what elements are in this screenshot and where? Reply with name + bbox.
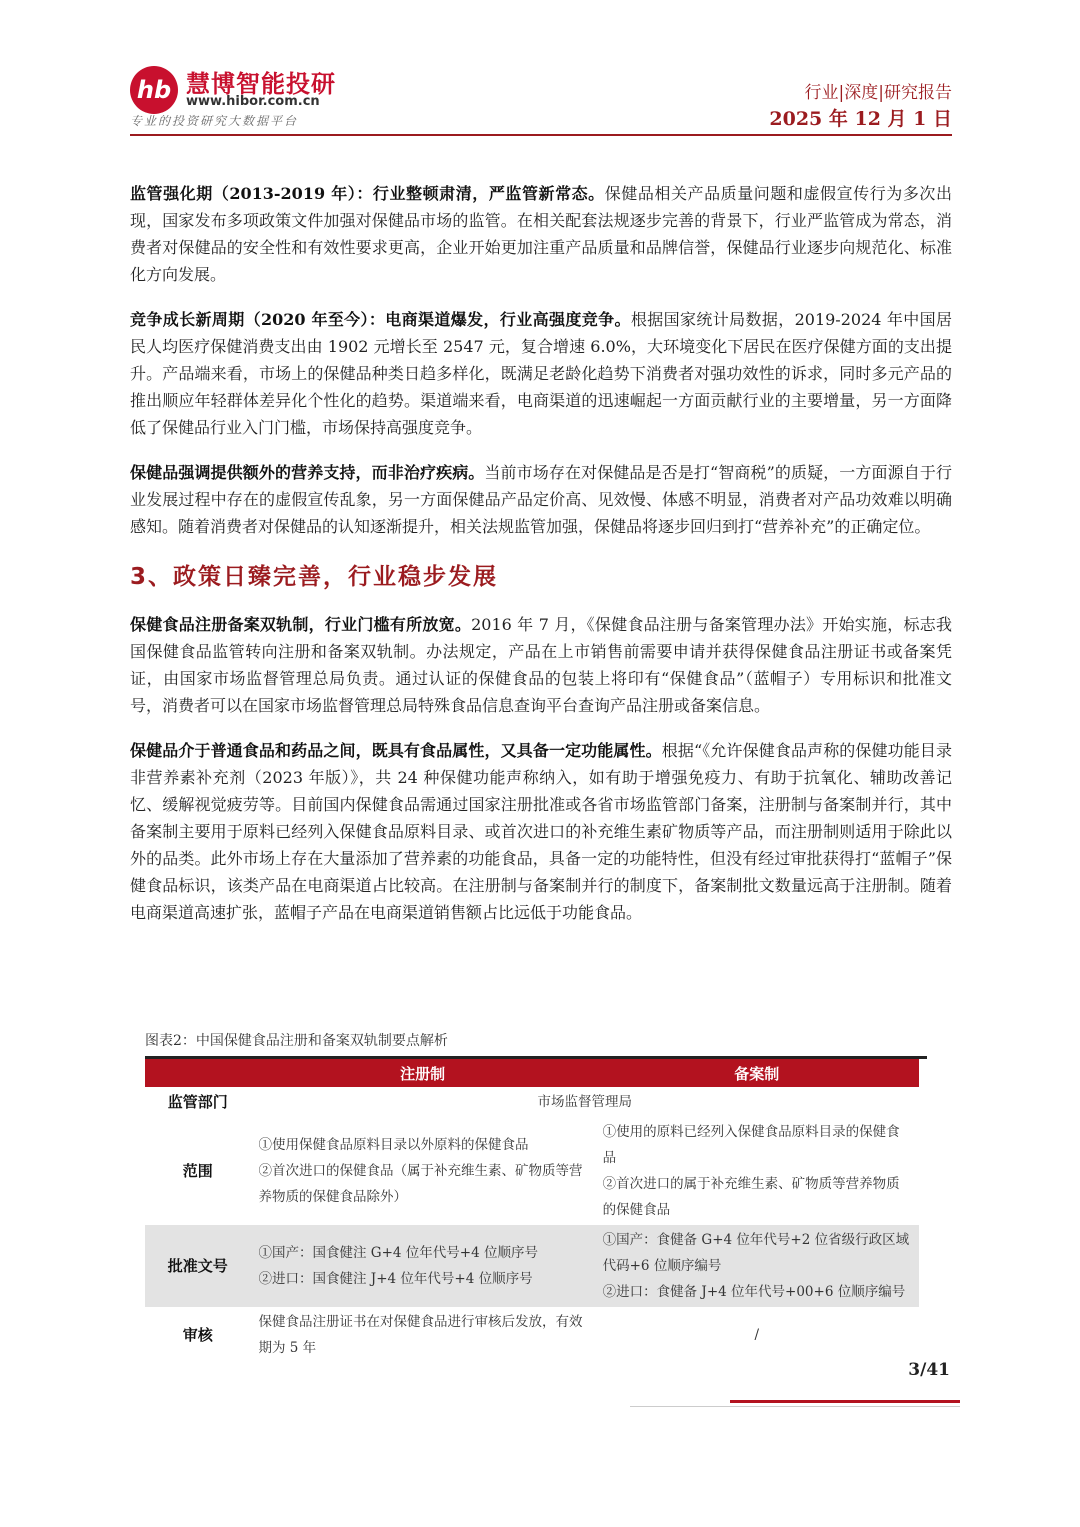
table-header-registration: 注册制 xyxy=(251,1059,595,1087)
paragraph-lead: 保健品介于普通食品和药品之间，既具有食品属性，又具备一定功能属性。 xyxy=(130,741,662,760)
cell-scope-registration xyxy=(251,1117,595,1225)
logo-slogan: 专业的投资研究大数据平台 xyxy=(130,114,299,128)
header-divider xyxy=(130,134,952,136)
registration-table xyxy=(145,1059,919,1363)
cell-line: ①国产：食健备 G+4 位年代号+2 位省级行政区域代码+6 位顺序编号 xyxy=(602,1232,910,1274)
cell-line: ②首次进口的属于补充维生素、矿物质等营养物质的保健食品 xyxy=(602,1176,900,1218)
cell-review-registration: 保健食品注册证书在对保健食品进行审核后发放，有效期为 5 年 xyxy=(258,1314,583,1356)
cell-line: ①国产：国食健注 G+4 位年代号+4 位顺序号 xyxy=(258,1245,538,1261)
page-header xyxy=(130,62,952,134)
table-row xyxy=(145,1117,919,1225)
report-body xyxy=(130,180,952,944)
hibor-logo-icon: hb xyxy=(130,66,178,114)
paragraph xyxy=(130,180,952,288)
paragraph-text: 根据“《允许保健食品声称的保健功能目录非营养素补充剂（2023 年版）》，共 24 种保健功能声称纳入，如有助于增强免疫力、有助于抗氧化、辅助改善记忆、缓解视觉疲劳等。目前国内保健食品需通过国家注册批准或各省市场监管部门备案，注册制与备案制并行，其中备案制主要用于原料已经列入保健食品原料目录、或首次进口的补充维生素矿物质等产品，而注册制则适用于除此以外的品类。此外市场上存在大量添加了营养素的功能食品，具备一定的功能特性，但没有经过审批获得打“蓝帽子”保健食品标识，该类产品在电商渠道占比较高。在注册制与备案制并行的制度下，备案制批文数量远高于注册制。随着电商渠道高速扩张，蓝帽子产品在电商渠道销售额占比远低于功能食品。 xyxy=(130,741,952,922)
table-row xyxy=(145,1225,919,1307)
row-label-approval: 批准文号 xyxy=(145,1225,251,1307)
cell-line: ①使用的原料已经列入保健食品原料目录的保健食品 xyxy=(602,1124,900,1166)
paragraph xyxy=(130,459,952,540)
paragraph-lead: 监管强化期（2013-2019 年）：行业整顿肃清，严监管新常态。 xyxy=(130,184,605,203)
paragraph xyxy=(130,306,952,441)
footer-rule xyxy=(630,1406,960,1407)
section-title: 3、政策日臻完善，行业稳步发展 xyxy=(130,564,499,590)
logo-name: 慧博智能投研 xyxy=(186,70,336,98)
footer-accent-rule xyxy=(730,1400,960,1403)
page-number: 3/41 xyxy=(908,1360,950,1380)
cell-review-filing: / xyxy=(754,1327,760,1343)
cell-approval-registration xyxy=(251,1225,595,1307)
row-label-dept: 监管部门 xyxy=(167,1093,228,1111)
cell-line: ①使用保健食品原料目录以外原料的保健食品 xyxy=(258,1137,529,1153)
cell-scope-filing xyxy=(595,1117,919,1225)
table-row xyxy=(145,1087,919,1117)
row-label-scope: 范围 xyxy=(182,1162,213,1180)
paragraph-text: 根据国家统计局数据，2019-2024 年中国居民人均医疗保健消费支出由 1902 元增长至 2547 元，复合增速 6.0%，大环境变化下居民在医疗保健方面的支出提升。产品端来看，市场上的保健品种类日趋多样化，既满足老龄化趋势下消费者对强功效性的诉求，同时多元产品的推出顺应年轻群体差异化个性化的趋势。渠道端来看，电商渠道的迅速崛起一方面贡献行业的主要增量，另一方面降低了保健品行业入门门槛，市场保持高强度竞争。 xyxy=(130,310,952,437)
paragraph-lead: 保健品强调提供额外的营养支持，而非治疗疾病。 xyxy=(130,463,485,482)
paragraph xyxy=(130,737,952,926)
logo-url[interactable]: www.hibor.com.cn xyxy=(186,94,320,109)
report-type: 行业|深度|研究报告 xyxy=(804,83,952,103)
paragraph-text: 保健品相关产品质量问题和虚假宣传行为多次出现，国家发布多项政策文件加强对保健品市场的监管。在相关配套法规逐步完善的背景下，行业严监管成为常态，消费者对保健品的安全性和有效性要求更高，企业开始更加注重产品质量和品牌信誉，保健品行业逐步向规范化、标准化方向发展。 xyxy=(130,184,952,284)
paragraph-lead: 竞争成长新周期（2020 年至今）：电商渠道爆发，行业高强度竞争。 xyxy=(130,310,631,329)
paragraph-lead: 保健食品注册备案双轨制，行业门槛有所放宽。 xyxy=(130,615,472,634)
report-date: 2025 年 12 月 1 日 xyxy=(769,108,952,130)
row-label-review: 审核 xyxy=(182,1326,213,1344)
cell-line: ②首次进口的保健食品（属于补充维生素、矿物质等营养物质的保健食品除外） xyxy=(258,1163,583,1205)
table-row xyxy=(145,1307,919,1363)
figure-caption: 图表2：中国保健食品注册和备案双轨制要点解析 xyxy=(145,1033,448,1049)
cell-line: ②进口：食健备 J+4 位年代号+00+6 位顺序编号 xyxy=(602,1284,906,1300)
cell-dept: 市场监督管理局 xyxy=(537,1094,632,1110)
cell-line: ②进口：国食健注 J+4 位年代号+4 位顺序号 xyxy=(258,1271,533,1287)
cell-approval-filing xyxy=(595,1225,919,1307)
paragraph-text: 2016 年 7 月，《保健食品注册与备案管理办法》开始实施，标志我国保健食品监管转向注册和备案双轨制。办法规定，产品在上市销售前需要申请并获得保健食品注册证书或备案凭证，由国家市场监督管理总局负责。通过认证的保健食品的包装上将印有“保健食品”（蓝帽子）专用标识和批准文号，消费者可以在国家市场监督管理总局特殊食品信息查询平台查询产品注册或备案信息。 xyxy=(130,615,952,715)
table-header-filing: 备案制 xyxy=(595,1059,919,1087)
paragraph-text: 当前市场存在对保健品是否是打“智商税”的质疑，一方面源自于行业发展过程中存在的虚假宣传乱象，另一方面保健品产品定价高、见效慢、体感不明显，消费者对产品功效难以明确感知。随着消费者对保健品的认知逐渐提升，相关法规监管加强，保健品将逐步回归到打“营养补充”的正确定位。 xyxy=(130,463,952,536)
figure-table xyxy=(145,1030,927,1363)
table-header-blank xyxy=(145,1059,251,1087)
paragraph xyxy=(130,611,952,719)
table-header-row xyxy=(145,1059,919,1087)
